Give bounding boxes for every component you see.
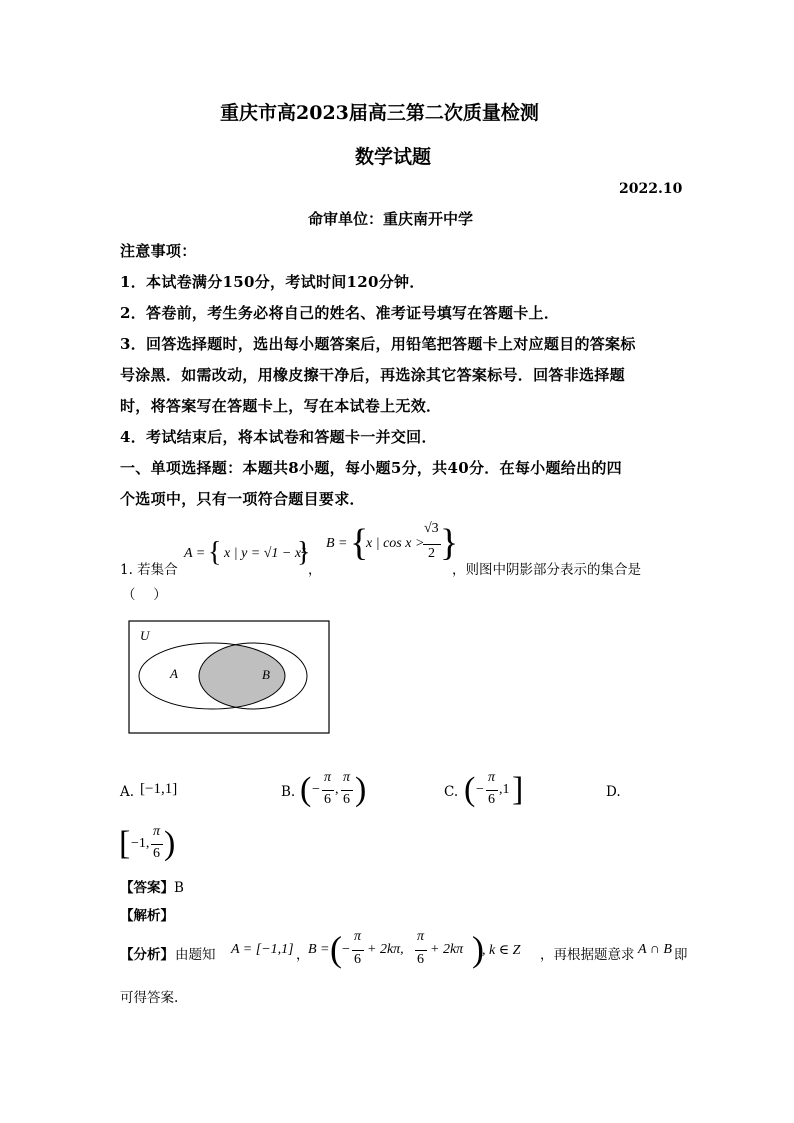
- set-a-label: A: [170, 666, 178, 681]
- fenxi-b-tail: , k ∈ Z: [482, 943, 521, 958]
- frac-den: 6: [488, 792, 495, 807]
- right-brace-icon: }: [440, 522, 459, 564]
- frac-den: 6: [153, 846, 160, 861]
- frac-num: π: [343, 770, 351, 785]
- right-paren: ): [355, 771, 367, 808]
- notice-item: 3．回答选择题时，选出每小题答案后，用铅笔把答题卡上对应题目的答案标: [120, 335, 636, 353]
- section-heading: 个选项中，只有一项符合题目要求．: [120, 490, 365, 508]
- comma: ，: [308, 562, 322, 578]
- option-a-label[interactable]: A.: [120, 784, 135, 800]
- option-c-label[interactable]: C.: [444, 784, 459, 800]
- analysis-tag: 【解析】: [120, 908, 174, 924]
- minus-sign: −: [476, 782, 484, 797]
- frac-num: √3: [424, 521, 439, 536]
- fenxi-text: 由题知: [175, 947, 216, 963]
- right-bracket: ]: [512, 771, 524, 808]
- frac-num: π: [417, 929, 425, 944]
- frac-den: 6: [324, 792, 331, 807]
- left-paren: (: [300, 771, 312, 808]
- minus-sign: −: [342, 942, 350, 957]
- page-subtitle: 数学试题: [355, 146, 432, 168]
- question-tail: ，则图中阴影部分表示的集合是: [452, 562, 641, 578]
- set-a-condition: x | y = √1 − x²: [224, 546, 306, 561]
- left-brace-icon: {: [208, 537, 222, 568]
- fenxi-tag: 【分析】: [120, 947, 174, 963]
- minus-sign: −: [312, 782, 320, 797]
- frac-den: 6: [417, 952, 424, 967]
- set-b-condition: x | cos x >: [366, 536, 425, 551]
- fenxi-intersection: A ∩ B: [638, 942, 672, 957]
- left-paren: (: [464, 771, 476, 808]
- venn-diagram: [128, 620, 332, 736]
- fenxi-set-a: A = [−1,1]: [231, 942, 294, 957]
- frac-num: π: [324, 770, 332, 785]
- fenxi-inner-2: + 2kπ: [430, 942, 464, 957]
- rest-text: ,1: [499, 782, 510, 797]
- notice-item: 4．考试结束后，将本试卷和答题卡一并交回．: [120, 428, 437, 446]
- frac-den: 6: [354, 952, 361, 967]
- page-title: 重庆市高2023届高三第二次质量检测: [220, 102, 539, 124]
- answer-tag: 【答案】: [120, 880, 174, 896]
- set-b-lhs: B =: [326, 536, 348, 551]
- universe-label: U: [140, 628, 150, 643]
- answer-paren: （ ）: [122, 587, 167, 603]
- left-bracket: [: [119, 825, 131, 862]
- option-d-value[interactable]: [119, 824, 179, 868]
- notice-item: 1．本试卷满分150分，考试时间120分钟．: [120, 273, 425, 291]
- frac-den: 6: [343, 792, 350, 807]
- fraction-bar: [322, 790, 334, 791]
- notice-item: 时，将答案写在答题卡上，写在本试卷上无效．: [120, 397, 442, 415]
- fenxi-line-2: 可得答案.: [120, 990, 179, 1006]
- set-a-lhs: A =: [184, 546, 206, 561]
- minus-one: −1,: [131, 836, 150, 851]
- right-brace-icon: }: [297, 537, 311, 568]
- frac-den: 2: [428, 546, 435, 561]
- fenxi-comma: ，: [296, 947, 310, 963]
- fenxi-text: ，再根据题意求: [540, 947, 635, 963]
- fraction-bar: [352, 950, 364, 951]
- set-b: [326, 521, 459, 572]
- fraction-bar: [423, 544, 441, 545]
- option-b-value[interactable]: [300, 770, 366, 814]
- fenxi-text: 即: [674, 947, 688, 963]
- notice-item: 2．答卷前，考生务必将自己的姓名、准考证号填写在答题卡上．: [120, 304, 560, 322]
- option-a-value[interactable]: [−1,1]: [140, 781, 178, 797]
- exam-date: 2022.10: [619, 181, 683, 197]
- frac-num: π: [354, 929, 362, 944]
- fraction-bar: [151, 844, 163, 845]
- fraction-bar: [341, 790, 353, 791]
- fenxi-inner-1: + 2kπ,: [367, 942, 404, 957]
- fraction-bar: [415, 950, 427, 951]
- exam-unit: 命审单位：重庆南开中学: [308, 210, 474, 228]
- left-brace-icon: {: [350, 522, 369, 564]
- option-c-value[interactable]: [464, 770, 524, 814]
- left-paren: (: [330, 929, 342, 969]
- notice-heading: 注意事项：: [120, 242, 197, 260]
- section-heading: 一、单项选择题：本题共8小题，每小题5分，共40分．在每小题给出的四: [120, 459, 622, 477]
- option-b-label[interactable]: B.: [281, 784, 296, 800]
- answer-value: B: [174, 880, 184, 896]
- frac-num: π: [153, 824, 161, 839]
- fenxi-set-b-lhs: B =: [308, 942, 330, 957]
- right-paren: ): [472, 929, 484, 969]
- frac-num: π: [488, 770, 496, 785]
- set-b-label: B: [262, 667, 270, 682]
- question-number: 1. 若集合: [120, 562, 178, 578]
- answer-line: [120, 876, 184, 896]
- fraction-bar: [486, 790, 498, 791]
- right-paren: ): [164, 825, 176, 862]
- fenxi-line: [120, 928, 688, 978]
- separator: ,: [335, 782, 339, 797]
- notice-item: 号涂黑．如需改动，用橡皮擦干净后，再选涂其它答案标号．回答非选择题: [120, 366, 625, 384]
- option-d-label[interactable]: D.: [606, 784, 621, 800]
